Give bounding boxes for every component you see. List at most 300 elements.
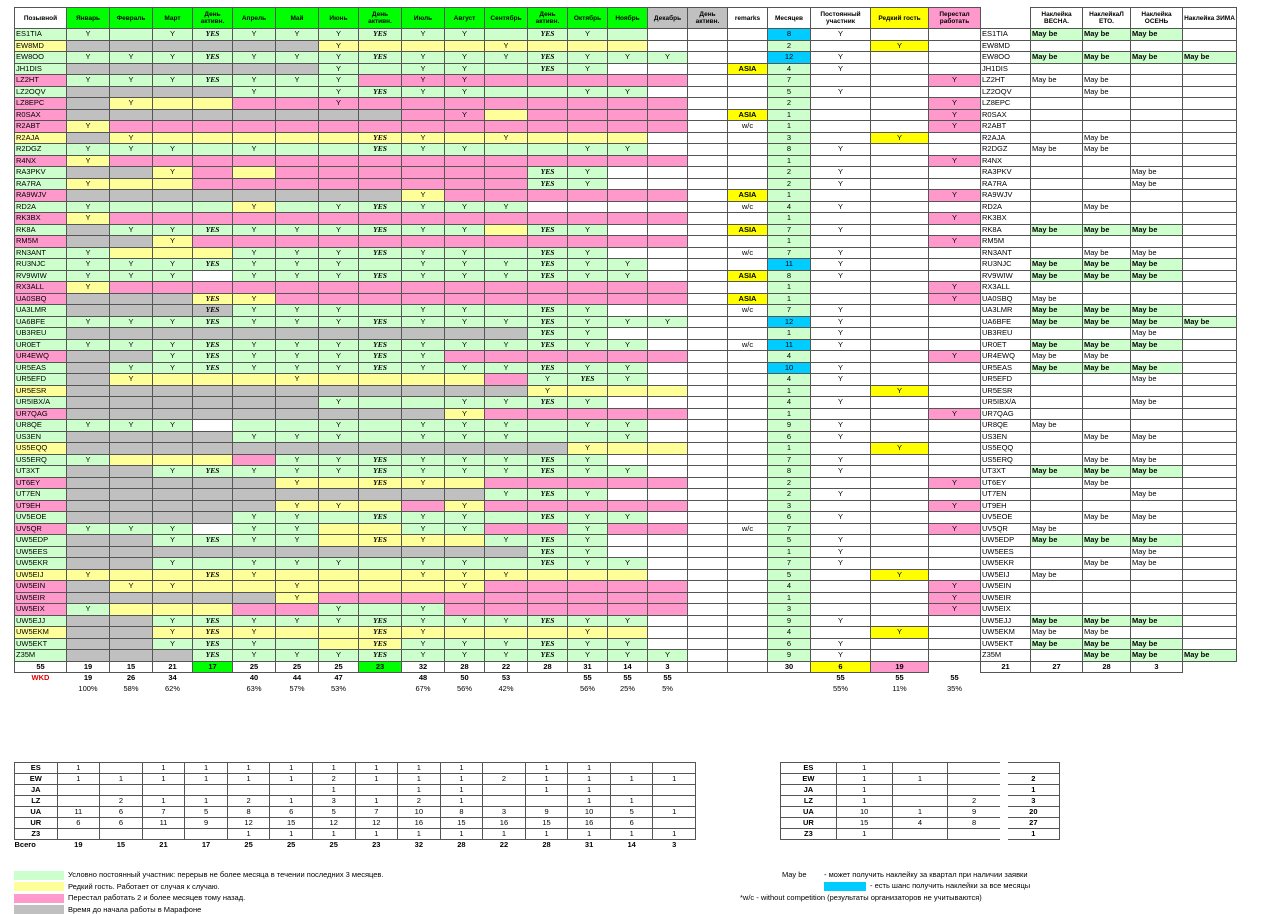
month-cell: Y — [319, 351, 359, 363]
month-cell — [67, 132, 110, 144]
month-cell — [648, 569, 688, 581]
month-cell — [67, 489, 110, 501]
remarks-cell — [728, 75, 768, 87]
remarks-cell — [728, 592, 768, 604]
month-cell — [193, 201, 233, 213]
stat-total-cell: 3 — [672, 840, 677, 849]
month-cell — [193, 282, 233, 294]
month-cell — [359, 558, 402, 570]
stopped-cell — [929, 270, 981, 282]
remarks-cell: ASIA — [728, 190, 768, 202]
month-cell — [153, 650, 193, 662]
month-cell: YES — [193, 351, 233, 363]
stat-total-label: Всего — [14, 840, 36, 849]
table-row — [15, 650, 1237, 662]
stat-cell — [100, 763, 143, 774]
percent-cell: 5% — [662, 683, 673, 693]
table-row — [15, 420, 1237, 432]
month-cell — [608, 121, 648, 133]
callsign-cell: RU3NJC — [15, 259, 67, 271]
callsign-repeat-cell: RX3ALL — [981, 282, 1031, 294]
sticker-cell: May be — [1031, 638, 1083, 650]
month-cell — [402, 121, 445, 133]
callsign-repeat-cell: UA3LMR — [981, 305, 1031, 317]
month-cell — [402, 167, 445, 179]
month-cell — [233, 190, 276, 202]
month-cell — [233, 500, 276, 512]
month-cell — [528, 40, 568, 52]
month-cell — [445, 167, 485, 179]
sticker-cell — [1183, 224, 1237, 236]
sticker-cell: May be — [1131, 29, 1183, 41]
month-cell — [110, 293, 153, 305]
months-count-cell: 9 — [768, 650, 811, 662]
month-cell: Y — [67, 52, 110, 64]
sticker-total-cell: 28 — [1083, 661, 1131, 673]
month-cell: YES — [528, 316, 568, 328]
callsign-cell: EW8MD — [15, 40, 67, 52]
month-cell — [67, 558, 110, 570]
month-cell — [153, 98, 193, 110]
month-cell: Y — [276, 500, 319, 512]
table-row — [15, 305, 1237, 317]
month-cell: Y — [402, 75, 445, 87]
month-cell: Y — [568, 489, 608, 501]
stopped-cell — [929, 316, 981, 328]
month-cell — [67, 190, 110, 202]
callsign-cell: RA9WJV — [15, 190, 67, 202]
month-cell — [359, 408, 402, 420]
month-cell — [568, 500, 608, 512]
sticker-cell — [1131, 293, 1183, 305]
month-cell — [648, 431, 688, 443]
month-cell — [608, 408, 648, 420]
sticker-cell — [1131, 500, 1183, 512]
month-cell: Y — [568, 523, 608, 535]
month-cell: Y — [445, 109, 485, 121]
sticker-cell — [1031, 558, 1083, 570]
table-row — [15, 155, 1237, 167]
month-cell — [485, 592, 528, 604]
month-cell — [153, 247, 193, 259]
month-cell — [528, 75, 568, 87]
month-cell — [110, 109, 153, 121]
sticker-cell — [1031, 132, 1083, 144]
month-cell — [688, 351, 728, 363]
remarks-cell — [728, 397, 768, 409]
legend-maybe-key: May be — [782, 870, 807, 879]
month-cell — [688, 512, 728, 524]
month-cell: Y — [568, 178, 608, 190]
remarks-cell — [728, 259, 768, 271]
month-cell: YES — [528, 247, 568, 259]
month-cell — [688, 247, 728, 259]
month-cell: Y — [568, 247, 608, 259]
month-cell: Y — [233, 466, 276, 478]
month-cell: Y — [568, 512, 608, 524]
sticker-cell: May be — [1083, 52, 1131, 64]
month-cell — [648, 477, 688, 489]
month-cell: YES — [528, 270, 568, 282]
sticker-cell — [1031, 385, 1083, 397]
prefix-cell: LZ — [781, 796, 837, 807]
sticker-cell — [1131, 40, 1183, 52]
month-cell: Y — [402, 259, 445, 271]
month-cell — [688, 293, 728, 305]
month-cell — [445, 535, 485, 547]
month-cell: Y — [67, 316, 110, 328]
month-cell — [608, 351, 648, 363]
month-cell: YES — [359, 615, 402, 627]
month-cell: Y — [402, 351, 445, 363]
stat-cell: 1 — [836, 785, 892, 796]
remarks-cell — [728, 512, 768, 524]
month-cell — [193, 558, 233, 570]
stat-cell: 6 — [270, 807, 313, 818]
month-cell — [608, 523, 648, 535]
month-cell: Y — [319, 224, 359, 236]
sticker-cell — [1183, 523, 1237, 535]
sticker-cell: May be — [1031, 362, 1083, 374]
wkd-cell — [359, 673, 402, 684]
prefix-cell: Z3 — [15, 829, 58, 840]
month-cell: Y — [276, 477, 319, 489]
month-cell: Y — [402, 558, 445, 570]
stat-cell: 1 — [100, 774, 143, 785]
callsign-cell: ES1TIA — [15, 29, 67, 41]
month-cell — [402, 408, 445, 420]
sticker-cell — [1131, 282, 1183, 294]
sticker-cell — [1083, 213, 1131, 225]
months-count-cell: 8 — [768, 270, 811, 282]
stopped-cell — [929, 247, 981, 259]
stat-cell: 3 — [312, 796, 355, 807]
remarks-cell — [728, 489, 768, 501]
month-cell — [528, 477, 568, 489]
callsign-repeat-cell: RN3ANT — [981, 247, 1031, 259]
month-cell — [233, 132, 276, 144]
month-cell — [608, 569, 648, 581]
stat-cell: 1 — [398, 763, 441, 774]
month-cell: Y — [568, 305, 608, 317]
month-cell — [648, 293, 688, 305]
stopped-cell — [929, 512, 981, 524]
month-cell — [485, 581, 528, 593]
month-cell: YES — [359, 535, 402, 547]
month-cell — [319, 512, 359, 524]
table-row — [15, 604, 1237, 616]
sticker-cell — [1031, 477, 1083, 489]
stat-cell: 1 — [57, 763, 100, 774]
stopped-cell: Y — [929, 121, 981, 133]
stat-cell: 1 — [440, 785, 483, 796]
rare-cell: Y — [871, 627, 929, 639]
month-cell: Y — [153, 351, 193, 363]
sticker-cell — [1131, 385, 1183, 397]
month-cell — [153, 40, 193, 52]
month-cell: Y — [319, 500, 359, 512]
month-cell: Y — [110, 523, 153, 535]
percent-cell: 56% — [456, 683, 472, 693]
month-cell: Y — [445, 316, 485, 328]
month-cell: Y — [445, 75, 485, 87]
legend-before: Время до начала работы в Марафоне — [68, 904, 202, 914]
stat-row — [15, 796, 696, 807]
sticker-cell — [1183, 581, 1237, 593]
month-cell — [110, 454, 153, 466]
month-cell — [688, 224, 728, 236]
month-cell — [67, 408, 110, 420]
month-cell — [445, 489, 485, 501]
months-count-cell: 1 — [768, 213, 811, 225]
month-cell — [485, 374, 528, 386]
month-cell — [648, 144, 688, 156]
table-row — [15, 178, 1237, 190]
months-count-cell: 1 — [768, 155, 811, 167]
month-cell: YES — [528, 362, 568, 374]
callsign-repeat-cell: UR7QAG — [981, 408, 1031, 420]
table-row — [15, 351, 1237, 363]
month-cell: Y — [153, 144, 193, 156]
month-cell: Y — [67, 569, 110, 581]
month-cell — [648, 224, 688, 236]
stat-cell: 20 — [1004, 807, 1060, 818]
month-cell — [528, 500, 568, 512]
month-cell — [402, 282, 445, 294]
prefix-cell: ES — [15, 763, 58, 774]
stopped-cell — [929, 638, 981, 650]
callsign-cell: RV9WIW — [15, 270, 67, 282]
sticker-cell — [1083, 546, 1131, 558]
rare-cell — [871, 466, 929, 478]
sticker-cell — [1131, 132, 1183, 144]
percent-cell: 56% — [579, 683, 595, 693]
sticker-cell: May be — [1083, 201, 1131, 213]
stat-cell: 3 — [483, 807, 526, 818]
month-cell — [359, 374, 402, 386]
sticker-cell — [1131, 63, 1183, 75]
sticker-cell — [1031, 201, 1083, 213]
column-header: Наклейка ВЕСНА. — [1031, 8, 1083, 29]
remarks-cell — [728, 558, 768, 570]
month-cell: Y — [485, 454, 528, 466]
month-cell — [485, 523, 528, 535]
callsign-repeat-cell: ES1TIA — [981, 29, 1031, 41]
legend-right — [740, 870, 1030, 902]
callsign-cell: UT6EY — [15, 477, 67, 489]
month-cell — [110, 546, 153, 558]
callsign-cell: Z35M — [15, 650, 67, 662]
column-header: Апрель — [233, 8, 276, 29]
month-cell — [233, 397, 276, 409]
month-cell: Y — [445, 408, 485, 420]
month-cell — [485, 86, 528, 98]
remarks-cell — [728, 316, 768, 328]
month-cell — [648, 466, 688, 478]
month-cell — [608, 213, 648, 225]
table-row — [15, 535, 1237, 547]
month-cell: Y — [568, 454, 608, 466]
legend — [14, 870, 384, 914]
month-cell — [276, 201, 319, 213]
month-cell: Y — [445, 420, 485, 432]
rare-cell — [871, 477, 929, 489]
remarks-cell — [728, 627, 768, 639]
rare-cell — [871, 109, 929, 121]
month-cell: Y — [568, 29, 608, 41]
callsign-cell: UR8QE — [15, 420, 67, 432]
column-header: День активн. — [193, 8, 233, 29]
stat-total-cell: 25 — [329, 840, 338, 849]
stat-cell: 1 — [525, 774, 568, 785]
month-cell — [648, 98, 688, 110]
month-cell — [648, 362, 688, 374]
sticker-cell — [1031, 236, 1083, 248]
month-cell — [359, 259, 402, 271]
stat-cell: 10 — [836, 807, 892, 818]
regular-cell: Y — [811, 454, 871, 466]
sticker-cell: May be — [1131, 489, 1183, 501]
month-cell — [153, 546, 193, 558]
sticker-cell — [1183, 270, 1237, 282]
month-cell: YES — [528, 558, 568, 570]
stat-cell: 1 — [568, 763, 611, 774]
stat-row — [781, 807, 1060, 818]
month-cell: Y — [153, 270, 193, 282]
sticker-cell: May be — [1031, 569, 1083, 581]
month-cell: YES — [359, 339, 402, 351]
stat-cell: 3 — [1004, 796, 1060, 807]
month-cell: Y — [153, 466, 193, 478]
month-cell — [485, 443, 528, 455]
remarks-cell — [728, 178, 768, 190]
stopped-cell — [929, 385, 981, 397]
month-cell — [648, 627, 688, 639]
callsign-cell: UR5EAS — [15, 362, 67, 374]
month-cell: YES — [359, 247, 402, 259]
stat-cell: 15 — [836, 818, 892, 829]
rare-cell — [871, 247, 929, 259]
stat-cell: 1 — [610, 829, 653, 840]
month-cell — [233, 63, 276, 75]
sticker-cell — [1131, 155, 1183, 167]
stat-cell: 8 — [440, 807, 483, 818]
sticker-cell: May be — [1083, 224, 1131, 236]
month-cell — [110, 535, 153, 547]
month-cell — [648, 351, 688, 363]
sticker-cell — [1131, 213, 1183, 225]
sticker-cell — [1131, 190, 1183, 202]
callsign-repeat-cell: US3EN — [981, 431, 1031, 443]
rare-cell — [871, 29, 929, 41]
sticker-cell: May be — [1131, 650, 1183, 662]
month-cell — [193, 592, 233, 604]
month-cell — [319, 167, 359, 179]
stopped-cell — [929, 535, 981, 547]
regular-cell: Y — [811, 305, 871, 317]
callsign-cell: UW5EES — [15, 546, 67, 558]
callsign-cell: R2ABT — [15, 121, 67, 133]
month-cell — [528, 420, 568, 432]
month-cell — [359, 385, 402, 397]
month-cell: Y — [445, 581, 485, 593]
table-row — [15, 247, 1237, 259]
sticker-cell — [1083, 178, 1131, 190]
month-cell: Y — [485, 431, 528, 443]
stat-cell — [483, 763, 526, 774]
month-cell — [233, 592, 276, 604]
month-cell: Y — [402, 638, 445, 650]
month-cell: YES — [528, 535, 568, 547]
percent-cell: 42% — [498, 683, 514, 693]
sticker-cell: May be — [1131, 546, 1183, 558]
month-cell — [110, 627, 153, 639]
month-cell — [153, 477, 193, 489]
month-cell — [528, 627, 568, 639]
month-cell: Y — [568, 259, 608, 271]
month-cell — [688, 397, 728, 409]
month-cell — [485, 385, 528, 397]
month-cell: Y — [485, 397, 528, 409]
callsign-cell: UA3LMR — [15, 305, 67, 317]
stat-cell: 1 — [270, 774, 313, 785]
month-cell — [67, 512, 110, 524]
month-cell: YES — [528, 512, 568, 524]
wkd-cell: 44 — [292, 673, 302, 683]
month-cell — [153, 397, 193, 409]
month-cell — [688, 40, 728, 52]
empty-cell — [728, 684, 768, 695]
month-cell — [648, 86, 688, 98]
stopped-cell: Y — [929, 282, 981, 294]
month-cell — [688, 489, 728, 501]
table-row — [15, 40, 1237, 52]
table-row — [15, 86, 1237, 98]
remarks-cell — [728, 52, 768, 64]
empty-cell — [688, 684, 728, 695]
sticker-cell — [1031, 374, 1083, 386]
month-cell: Y — [319, 63, 359, 75]
month-cell — [528, 236, 568, 248]
month-cell — [688, 466, 728, 478]
stopped-cell: Y — [929, 477, 981, 489]
stopped-cell: Y — [929, 109, 981, 121]
sticker-cell — [1031, 178, 1083, 190]
month-cell — [153, 569, 193, 581]
month-cell — [359, 489, 402, 501]
table-row — [15, 132, 1237, 144]
stopped-cell: Y — [929, 581, 981, 593]
month-cell: Y — [153, 523, 193, 535]
regular-cell: Y — [811, 512, 871, 524]
stat-cell — [355, 785, 398, 796]
table-row — [15, 167, 1237, 179]
month-cell: Y — [402, 190, 445, 202]
month-cell — [402, 546, 445, 558]
sticker-cell — [1183, 500, 1237, 512]
month-cell: Y — [485, 339, 528, 351]
empty-cell — [728, 673, 768, 684]
sticker-cell — [1031, 454, 1083, 466]
month-cell: YES — [359, 351, 402, 363]
stat-cell — [142, 829, 185, 840]
callsign-repeat-cell: UW5EKT — [981, 638, 1031, 650]
column-header: remarks — [728, 8, 768, 29]
total-cell: 25 — [276, 661, 319, 673]
month-cell — [193, 144, 233, 156]
regular-cell: Y — [811, 339, 871, 351]
month-cell: Y — [233, 29, 276, 41]
